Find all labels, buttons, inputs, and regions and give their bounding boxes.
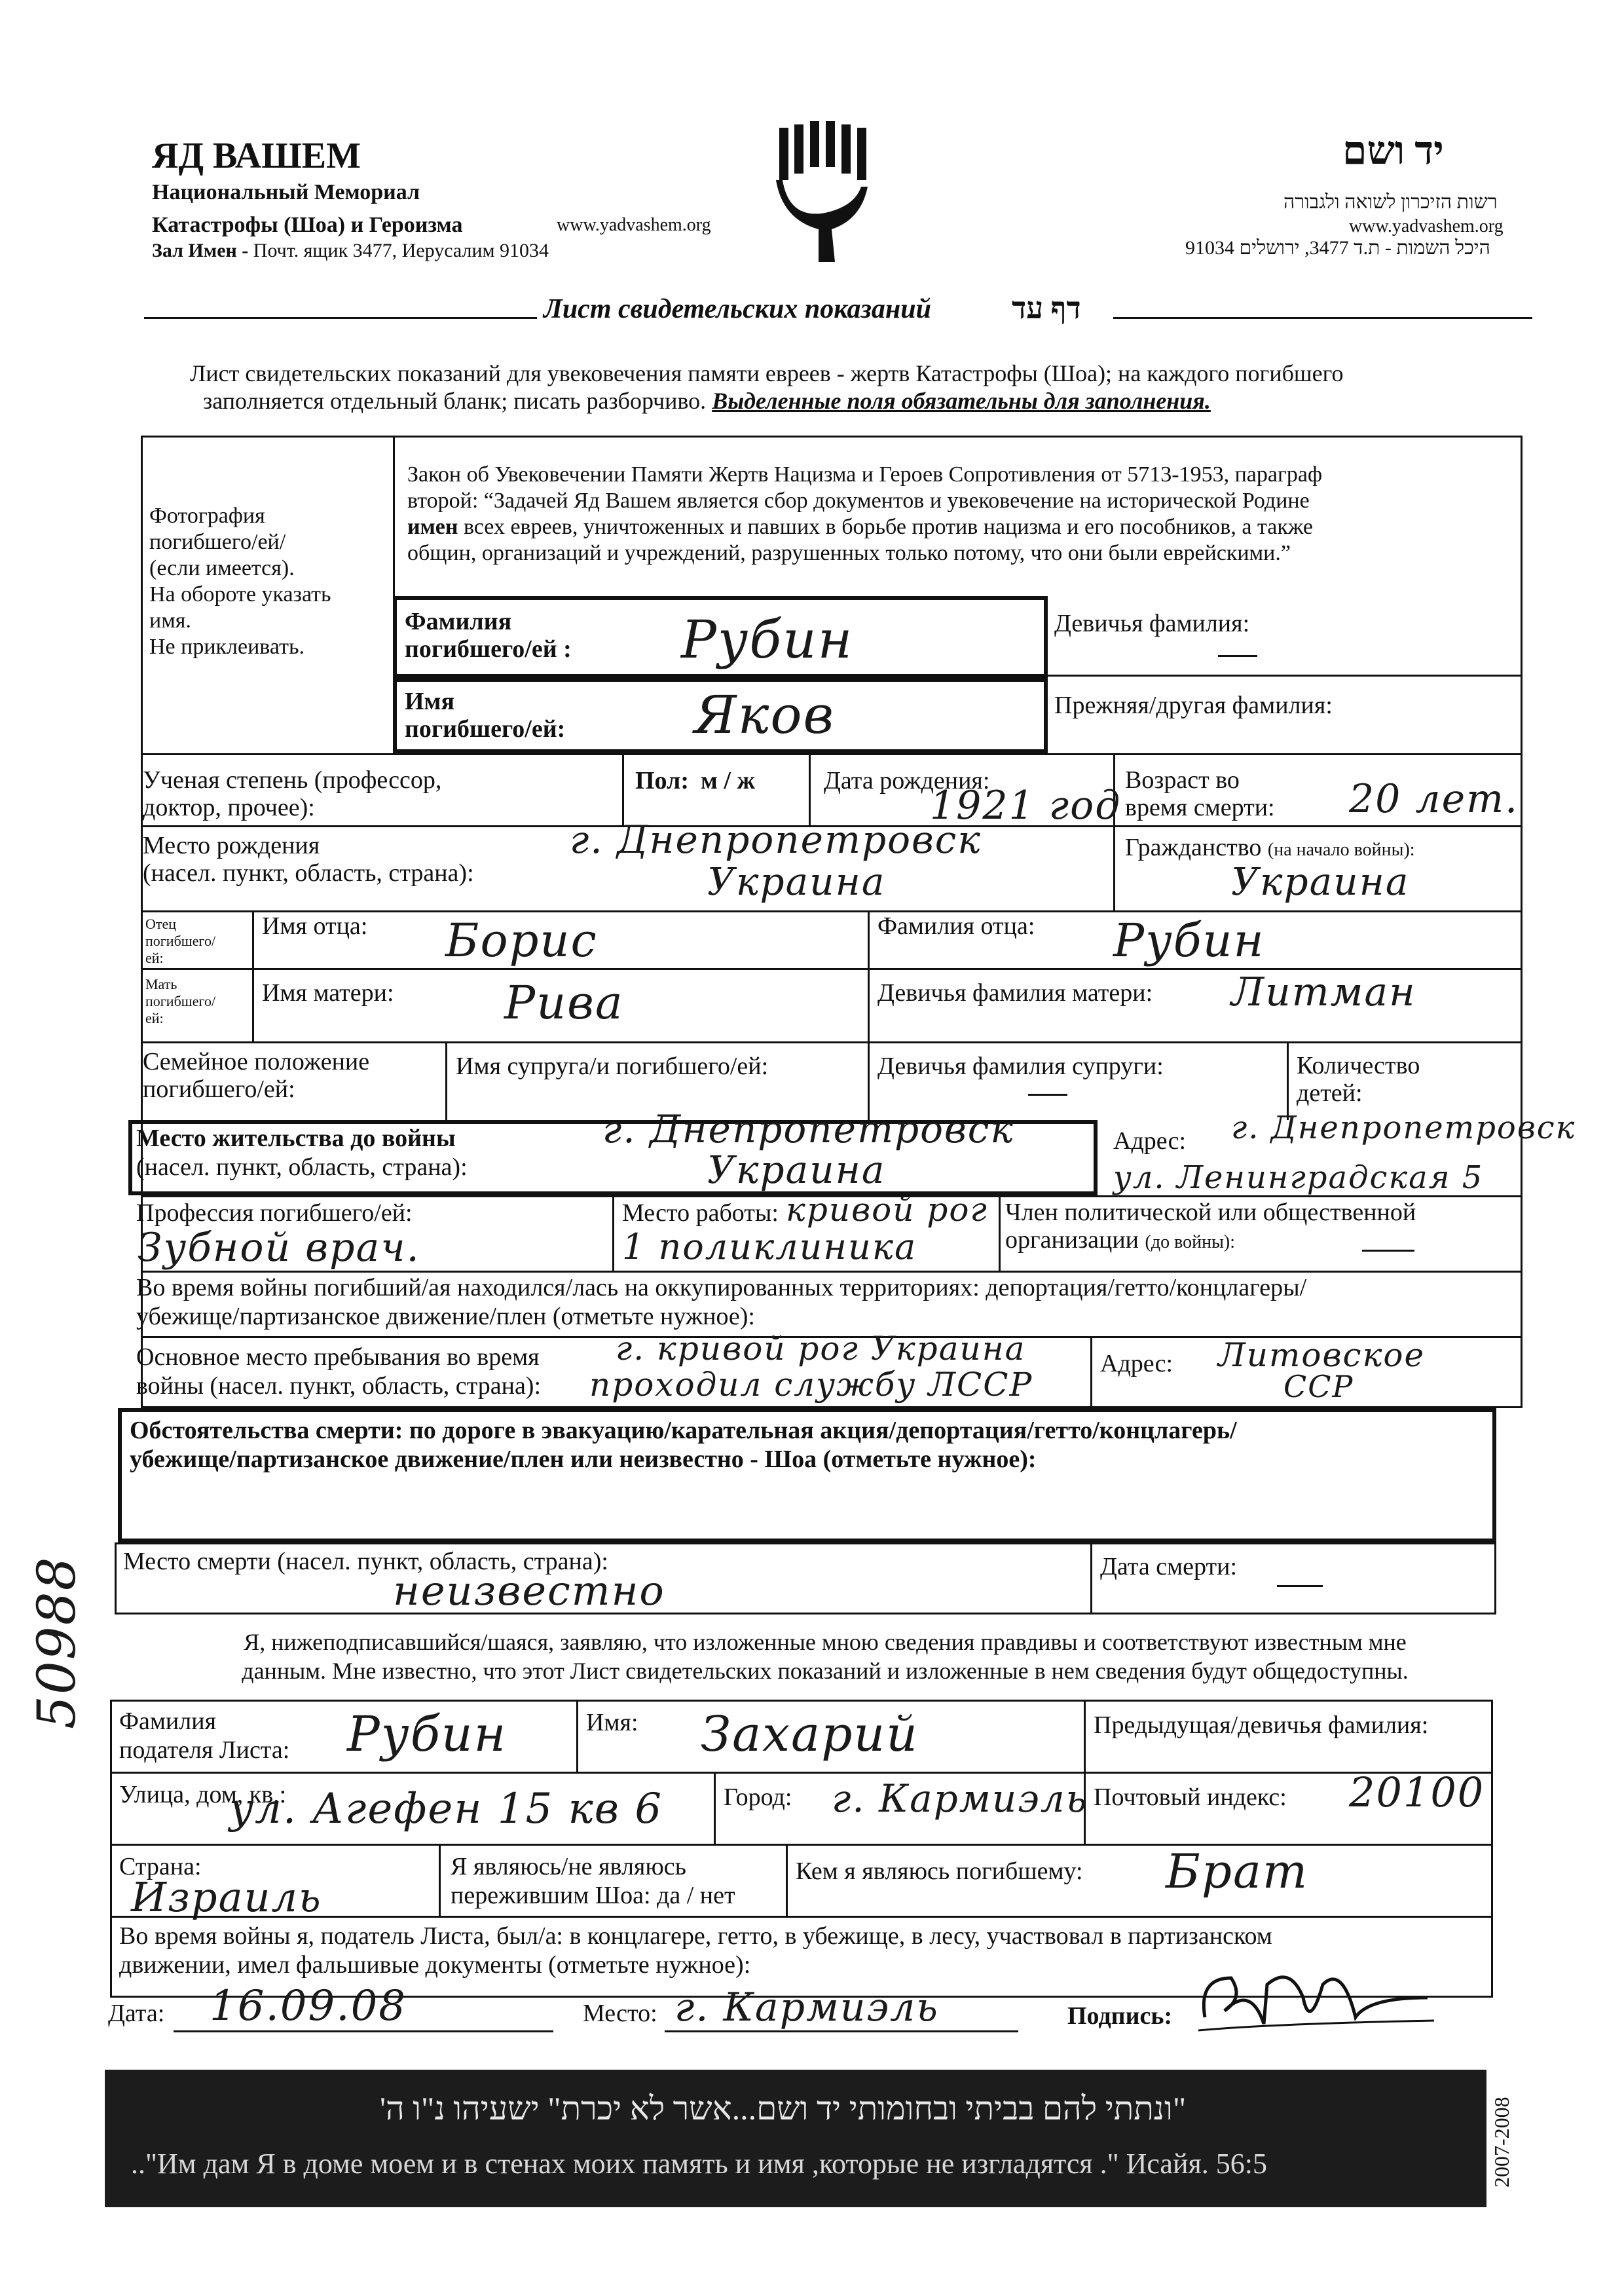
citizenship-value[interactable]: Украина: [1231, 859, 1410, 904]
photo-l3: (если имеется).: [149, 556, 295, 580]
div-survivor-relation: [786, 1844, 788, 1916]
div-sub-name-prev: [1084, 1700, 1086, 1772]
signature-label: Подпись:: [1067, 2002, 1173, 2030]
wartime-label-2: войны (насел. пункт, область, страна):: [136, 1372, 542, 1400]
zip-value[interactable]: 20100: [1349, 1768, 1485, 1816]
member-blank[interactable]: [1362, 1250, 1414, 1252]
law-l3: [407, 514, 1514, 540]
form-title: Лист свидетельских показаний: [544, 294, 931, 324]
profession-label: Профессия погибшего/ей:: [136, 1199, 413, 1227]
father-surname-value[interactable]: Рубин: [1113, 914, 1265, 967]
marital-label-2: погибшего/ей:: [143, 1075, 295, 1103]
workplace-label: Место работы:: [622, 1199, 779, 1227]
other-surname-label: Прежняя/другая фамилия:: [1054, 692, 1333, 719]
wartime-address-value-1[interactable]: Литовское: [1218, 1336, 1426, 1374]
workplace-value-1[interactable]: кривой рог: [786, 1191, 988, 1229]
age-label-1: Возраст во: [1125, 766, 1240, 794]
death-place-label: Место смерти (насел. пункт, область, страна):: [123, 1548, 608, 1575]
law-l3-bold: имен: [407, 515, 458, 539]
member-label-2: организации: [1005, 1226, 1139, 1254]
circumstances-line-2: убежище/партизанское движение/плен или неизвестно - Шоа (отметьте нужное):: [130, 1446, 1037, 1473]
row-street-top: [110, 1772, 1493, 1774]
death-date-label: Дата смерти:: [1100, 1553, 1238, 1580]
law-l4: общин, организаций и учреждений, разрушенных только потому, что они были еврейскими.”: [407, 541, 1291, 565]
row-sub-war-top: [110, 1916, 1493, 1918]
submitter-war: [119, 1922, 1272, 1979]
submitter-surname-label-2: подателя Листа:: [119, 1736, 290, 1764]
birthplace-label-2: (насел. пункт, область, страна):: [143, 859, 474, 887]
photo-l5: имя.: [149, 608, 191, 633]
div-wartime-address: [1090, 1336, 1092, 1411]
maiden-divider: [1048, 675, 1522, 677]
div-work-member: [999, 1195, 1001, 1271]
age-label-2: время смерти:: [1125, 794, 1275, 821]
wartime-value-2[interactable]: проходил службу ЛССР: [589, 1366, 1033, 1404]
date-value[interactable]: 16.09.08: [210, 1982, 407, 2030]
photo-box-text: [149, 503, 331, 660]
war-line-1: Во время войны погибший/ая находился/лась на оккупированных территориях: депортация/гетто/концлагеры/: [136, 1274, 1307, 1301]
member-label: [1005, 1199, 1416, 1254]
law-text: [407, 462, 1514, 567]
age-label: [1125, 766, 1275, 821]
submitter-name-value[interactable]: Захарий: [701, 1706, 919, 1763]
law-l3-text: всех евреев, уничтоженных и павших в борьбе против нацизма и его пособников, а также: [463, 515, 1313, 539]
residence-label-2: (насел. пункт, область, страна):: [136, 1153, 468, 1181]
citizenship-label-small: (на начало войны):: [1267, 840, 1415, 860]
address-value-1[interactable]: г. Днепропетровск: [1231, 1110, 1576, 1146]
submitter-surname-value[interactable]: Рубин: [347, 1706, 507, 1763]
div-parent-tag: [252, 910, 254, 1041]
children-label-2: детей:: [1297, 1079, 1363, 1107]
country-label: Страна:: [119, 1853, 202, 1880]
relation-label: Кем я являюсь погибшему:: [796, 1857, 1083, 1885]
war-line-2: убежище/партизанское движение/плен (отметьте нужное):: [136, 1303, 755, 1330]
form-title-he: דף עד: [1012, 291, 1081, 325]
place-underline: [665, 2030, 1018, 2032]
div-sex-dob: [809, 753, 811, 825]
surname-value[interactable]: Рубин: [681, 609, 854, 670]
name-label-1: Имя: [405, 688, 454, 715]
dob-label: Дата рождения:: [824, 767, 990, 794]
div-country-survivor: [439, 1844, 441, 1916]
death-date-blank[interactable]: [1277, 1585, 1323, 1587]
father-tag-1: Отец: [145, 916, 177, 932]
footer-banner: [105, 2070, 1486, 2207]
birthplace-value-1[interactable]: г. Днепропетровск: [570, 817, 982, 862]
father-surname-label: Фамилия отца:: [877, 912, 1035, 940]
city-value[interactable]: г. Кармиэль: [832, 1776, 1088, 1821]
div-parent-surname: [868, 910, 870, 1041]
submitter-surname-label: [119, 1707, 289, 1764]
intro-required-note: Выделенные поля обязательны для заполнения.: [712, 388, 1211, 414]
declaration: [151, 1628, 1500, 1685]
country-value[interactable]: Израиль: [131, 1873, 322, 1921]
header-line3-bold: Зал Имен -: [152, 240, 249, 261]
name-value[interactable]: Яков: [694, 684, 836, 745]
birthplace-label-1: Место рождения: [143, 832, 320, 859]
spouse-maiden-label: Девичья фамилия супруги:: [877, 1053, 1164, 1080]
sex-label: Пол:: [635, 767, 690, 794]
header-line3-text: Почт. ящик 3477, Иерусалим 91034: [253, 240, 549, 261]
address-label: Адрес:: [1113, 1127, 1187, 1155]
surname-label-2: погибшего/ей :: [405, 635, 572, 663]
prev-surname-label: Предыдущая/девичья фамилия:: [1094, 1711, 1429, 1739]
div-marital-spouse: [445, 1041, 447, 1120]
div-maiden-children: [1287, 1041, 1289, 1120]
footer-hebrew: "ונתתי להם בביתי ובחומותי יד ושם...אשר לא יכרת" ישעיהו נ"ו ה': [380, 2090, 1187, 2127]
spouse-maiden-blank[interactable]: [1028, 1094, 1067, 1096]
signature-scribble-icon: [1192, 1958, 1441, 2057]
declaration-line-1: Я, нижеподписавшийся/шаяся, заявляю, что изложенные мною сведения правдивы и соответствуют известным мне: [244, 1629, 1407, 1655]
div-sub-surname-name: [576, 1700, 578, 1772]
surname-label: [405, 608, 572, 663]
row-degree-top: [141, 753, 1522, 755]
war-text: [136, 1273, 1306, 1331]
submitter-war-1: Во время войны я, податель Листа, был/а: в концлагере, гетто, в убежище, в лесу, участвовал в партизанском: [119, 1922, 1272, 1950]
header-line3-he: היכל השמות - ת.ד 3477, ירושלים 91034: [1185, 237, 1490, 259]
menorah-logo-icon: [776, 121, 874, 265]
photo-l2: погибшего/ей/: [149, 530, 286, 554]
maiden-blank[interactable]: [1218, 655, 1257, 657]
father-tag-3: ей:: [145, 950, 164, 966]
father-name-value[interactable]: Борис: [445, 914, 598, 967]
yad-vashem-logo: [776, 121, 874, 265]
residence-label: [136, 1124, 468, 1182]
margin-years: 2007-2008: [1490, 2097, 1513, 2188]
date-label: Дата:: [108, 2000, 165, 2027]
relation-value[interactable]: Брат: [1166, 1844, 1309, 1899]
intro-line2: [203, 386, 1211, 415]
header-site-he: www.yadvashem.org: [1349, 216, 1504, 236]
survivor-label-2[interactable]: пережившим Шоа: да / нет: [451, 1882, 735, 1909]
survivor-label: [451, 1852, 735, 1910]
header-line1-he: רשות הזיכרון לשואה ולגבורה: [1283, 191, 1498, 213]
circumstances-text: [130, 1416, 1237, 1474]
marital-label: [143, 1048, 369, 1103]
mother-tag-1: Мать: [145, 976, 177, 992]
wartime-value-1[interactable]: г. кривой рог Украина: [616, 1330, 1026, 1368]
degree-label-2: доктор, прочее):: [143, 794, 315, 821]
birthplace-value-2[interactable]: Украина: [707, 859, 886, 904]
marital-label-1: Семейное положение: [143, 1048, 370, 1075]
mother-tag: [145, 976, 215, 1027]
mother-name-value[interactable]: Рива: [504, 976, 624, 1030]
member-label-small: (до войны):: [1145, 1232, 1235, 1252]
place-value[interactable]: г. Кармиэль: [674, 1985, 939, 2030]
age-value[interactable]: 20 лет.: [1349, 776, 1519, 822]
degree-label: [143, 766, 441, 821]
div-prof-work: [612, 1195, 614, 1271]
death-place-value[interactable]: неизвестно: [393, 1567, 665, 1614]
div-street-city: [714, 1772, 716, 1844]
header-org-he: יד ושם: [1342, 129, 1444, 172]
street-value[interactable]: ул. Агефен 15 кв 6: [229, 1785, 663, 1833]
div-dob-age: [1113, 753, 1115, 910]
mother-tag-2: погибшего/: [145, 993, 216, 1009]
intro-line2-text: заполняется отдельный бланк; писать разборчиво.: [203, 388, 707, 414]
address-value-2[interactable]: ул. Ленинградская 5: [1113, 1159, 1484, 1196]
mother-maiden-label: Девичья фамилия матери:: [877, 979, 1153, 1007]
photo-l6: Не приклеивать.: [149, 635, 304, 659]
declaration-line-2: данным. Мне известно, что этот Лист свидетельских показаний и изложенные в нем сведения будут общедоступны.: [242, 1658, 1409, 1684]
father-tag-2: погибшего/: [145, 933, 216, 949]
residence-value-1[interactable]: г. Днепропетровск: [602, 1107, 1014, 1151]
header-line3-ru: [152, 240, 549, 262]
photo-l1: Фотография: [149, 504, 265, 528]
row-occupied-top: [141, 1271, 1522, 1273]
sex-value[interactable]: м / ж: [701, 767, 755, 794]
residence-label-1: Место жительства до войны: [136, 1125, 456, 1152]
header-line1-ru: Национальный Мемориал: [152, 180, 420, 204]
margin-stamp-number: 50988: [26, 1556, 87, 1729]
title-rule-left: [144, 317, 537, 319]
children-label-1: Количество: [1297, 1052, 1420, 1079]
footer-russian: .."Им дам Я в доме моем и в стенах моих память и имя ,которые не изгладятся ." Исайя. 56:5: [131, 2148, 1267, 2180]
date-underline: [174, 2030, 553, 2032]
residence-value-2[interactable]: Украина: [707, 1148, 886, 1192]
father-name-label: Имя отца:: [262, 912, 368, 940]
dob-value[interactable]: 1921 год: [930, 783, 1122, 829]
survivor-label-1: Я являюсь/не являюсь: [451, 1853, 686, 1880]
submitter-name-label: Имя:: [586, 1709, 638, 1736]
row-marital-top: [141, 1041, 1522, 1043]
circumstances-line-1: по дороге в эвакуацию/карательная акция/депортация/гетто/концлагерь/: [409, 1417, 1237, 1444]
wartime-label-1: Основное место пребывания во время: [136, 1343, 540, 1371]
header-org-ru: ЯД ВАШЕМ: [152, 136, 361, 176]
father-tag: [145, 916, 215, 967]
street-label: Улица, дом, кв.:: [119, 1781, 287, 1808]
header-line2-ru: Катастрофы (Шоа) и Героизма: [152, 213, 463, 237]
div-death-date: [1090, 1542, 1092, 1614]
mother-maiden-value[interactable]: Литман: [1231, 969, 1416, 1015]
birthplace-label: [143, 832, 474, 887]
law-l2: второй: “Задачей Яд Вашем является сбор документов и увековечение на исторической Родине: [407, 489, 1310, 513]
mother-tag-3: ей:: [145, 1010, 164, 1026]
signature[interactable]: [1192, 1958, 1441, 2057]
workplace-value-2[interactable]: 1 поликлиника: [622, 1226, 917, 1267]
surname-label-1: Фамилия: [405, 608, 512, 635]
citizenship-label: [1125, 833, 1415, 862]
member-label-1: Член политической или общественной: [1005, 1199, 1416, 1226]
maiden-label: Девичья фамилия:: [1054, 610, 1250, 637]
place-label: Место:: [583, 2000, 657, 2027]
zip-label: Почтовый индекс:: [1094, 1783, 1287, 1811]
wartime-label: [136, 1343, 541, 1400]
law-l1: Закон об Увековечении Памяти Жертв Нацизма и Героев Сопротивления от 5713-1953, параграф: [407, 462, 1323, 487]
profession-value[interactable]: Зубной врач.: [138, 1225, 420, 1271]
city-label: Город:: [724, 1783, 792, 1811]
wartime-address-label: Адрес:: [1100, 1350, 1173, 1377]
degree-label-1: Ученая степень (профессор,: [143, 766, 442, 794]
children-label: [1297, 1052, 1420, 1107]
div-degree-sex: [622, 753, 624, 825]
submitter-war-2: движении, имел фальшивые документы (отметьте нужное):: [119, 1951, 751, 1979]
header-site: www.yadvashem.org: [557, 215, 711, 235]
circumstances-bold: Обстоятельства смерти:: [130, 1417, 403, 1444]
spouse-name-label: Имя супруга/и погибшего/ей:: [456, 1053, 769, 1080]
submitter-surname-label-1: Фамилия: [119, 1707, 217, 1735]
citizenship-label-main: Гражданство: [1125, 834, 1262, 861]
wartime-address-value-2[interactable]: ССР: [1283, 1369, 1354, 1404]
photo-l4: На обороте указать: [149, 582, 331, 606]
mother-name-label: Имя матери:: [262, 979, 394, 1007]
title-rule-right: [1113, 317, 1532, 319]
name-label-2: погибшего/ей:: [405, 715, 566, 743]
intro-line1: Лист свидетельских показаний для увековечения памяти евреев - жертв Катастрофы (Шоа); на каждого погибшего: [190, 360, 1344, 386]
name-label: [405, 688, 565, 743]
